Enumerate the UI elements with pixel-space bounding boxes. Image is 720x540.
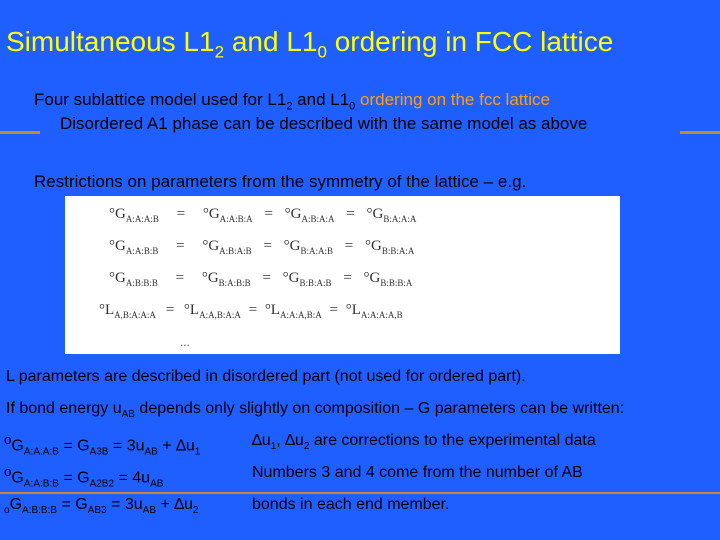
equation-row-4: $^\circ L_{A,B:A:A:A} = ^\circ L_{A:A,B:A:A} = ^\circ L_{A:A:A,B:A} = ^\circ L_{A:A:A:A,B}$ — [99, 302, 403, 320]
equation-row-2: $^\circ G_{A:A:B:B} = ^\circ G_{A:B:A:B} = ^\circ G_{B:A:A:B} = ^\circ G_{B:B:A:A}$ — [109, 238, 415, 256]
bullet-sublattice-model: Four sublattice model used for $L1_2$ and $L1_0$ ordering on the fcc lattice — [34, 90, 550, 113]
bullet-restrictions: Restrictions on parameters from the symmetry of the lattice – e.g. — [34, 172, 527, 191]
formula-ab3: $_oG_{A:B:B:B} = G_{AB3} = 3u_{AB} + \Delta u_2$ — [4, 496, 199, 517]
slide-title: Simultaneous $L1_2$ and $L1_0$ ordering in FCC lattice — [6, 26, 614, 62]
equation-ellipsis: ... — [180, 334, 190, 349]
formula-a3b: $^oG_{A:A:A:B} = G_{A3B} = 3u_{AB} + \Delta u_1$ — [4, 432, 201, 458]
text-bond-energy: If bond energy $u_{AB}$ depends only slightly on composition – G parameters can be written: — [6, 400, 625, 421]
divider-left — [0, 131, 40, 134]
text-l-parameters: L parameters are described in disordered part (not used for ordered part). — [6, 368, 526, 385]
equation-row-3: $^\circ G_{A:B:B:B} = ^\circ G_{B:A:B:B} = ^\circ G_{B:B:A:B} = ^\circ G_{B:B:B:A}$ — [109, 270, 413, 288]
equation-row-1: $^\circ G_{A:A:A:B} = ^\circ G_{A:A:B:A} = ^\circ G_{A:B:A:A} = ^\circ G_{B:A:A:A}$ — [109, 206, 417, 224]
note-corrections: $\Delta u_1$, $\Delta u_2$ are corrections to the experimental data — [252, 432, 596, 453]
equation-image — [65, 196, 620, 354]
formula-a2b2: $^oG_{A:A:B:B} = G_{A2B2} = 4u_{AB}$ — [4, 464, 164, 490]
note-bonds: bonds in each end member. — [252, 496, 450, 513]
divider-right — [680, 131, 720, 134]
note-numbers: Numbers 3 and 4 come from the number of AB — [252, 464, 583, 481]
divider-bottom — [0, 492, 720, 494]
bullet-disordered-phase: Disordered A1 phase can be described with the same model as above — [60, 114, 588, 133]
